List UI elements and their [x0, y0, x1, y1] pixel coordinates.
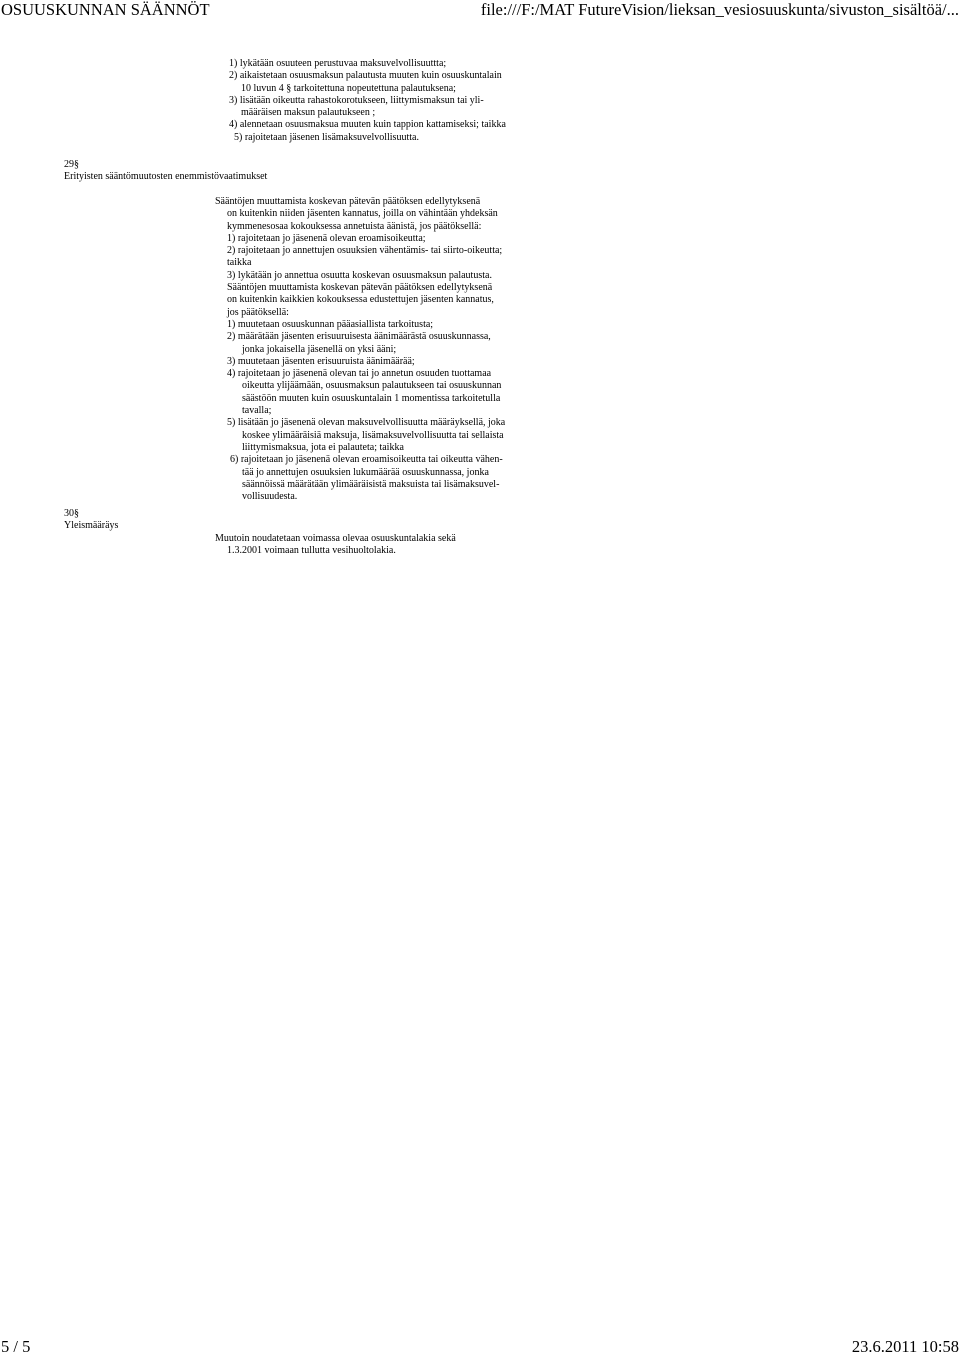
- text-line: 4) alennetaan osuusmaksua muuten kuin tappion kattamiseksi; taikka: [229, 119, 506, 131]
- text-line: 1) lykätään osuuteen perustuvaa maksuvelvollisuuttta;: [229, 58, 447, 69]
- text-line: Sääntöjen muuttamista koskevan pätevän päätöksen edellytyksenä: [227, 282, 493, 294]
- section-29-body: [215, 196, 505, 503]
- text-line: Muutoin noudatetaan voimassa olevaa osuuskuntalakia sekä: [215, 533, 456, 544]
- text-line: 6) rajoitetaan jo jäsenenä olevan eroamisoikeutta tai oikeutta vähen-: [230, 454, 503, 466]
- section-number: 29§: [64, 159, 79, 170]
- text-line: 2) määrätään jäsenten erisuuruisesta äänimäärästä osuuskunnassa,: [227, 331, 491, 343]
- text-line: 3) lykätään jo annettua osuutta koskevan osuusmaksun palautusta.: [227, 269, 492, 281]
- section-title: Yleismääräys: [64, 520, 119, 532]
- text-line: kymmenesosaa kokouksessa annetuista äänistä, jos päätöksellä:: [227, 220, 482, 232]
- section-30-body: [215, 533, 456, 558]
- text-line: 1) rajoitetaan jo jäsenenä olevan eroamisoikeutta;: [227, 232, 426, 244]
- section-title: Erityisten sääntömuutosten enemmistövaatimukset: [64, 171, 268, 183]
- text-line: 5) lisätään jo jäsenenä olevan maksuvelvollisuutta määräyksellä, joka: [227, 417, 506, 429]
- section-30-heading: [64, 508, 118, 533]
- text-line: 2) aikaistetaan osuusmaksun palautusta muuten kuin osuuskuntalain: [229, 70, 502, 82]
- page-number: 5 / 5: [1, 1337, 31, 1356]
- text-line: oikeutta ylijäämään, osuusmaksun palautukseen tai osuuskunnan: [242, 380, 502, 392]
- text-line: vollisuudesta.: [242, 491, 298, 503]
- section-29-heading: [64, 159, 267, 184]
- text-line: 5) rajoitetaan jäsenen lisämaksuvelvollisuutta.: [234, 131, 419, 143]
- text-line: taikka: [227, 257, 252, 269]
- print-datetime: 23.6.2011 10:58: [851, 1337, 959, 1356]
- text-line: tavalla;: [242, 405, 272, 417]
- text-line: 1.3.2001 voimaan tullutta vesihuoltolakia.: [227, 545, 396, 557]
- print-header-path: file:///F:/MAT FutureVision/lieksan_vesiosuuskunta/sivuston_sisältöä/...: [480, 0, 959, 19]
- section-28-continuation: [229, 58, 506, 144]
- text-line: liittymismaksua, jota ei palauteta; taikka: [242, 441, 404, 453]
- text-line: määräisen maksun palautukseen ;: [241, 107, 376, 119]
- text-line: 4) rajoitetaan jo jäsenenä olevan tai jo annetun osuuden tuottamaa: [227, 368, 492, 380]
- text-line: tää jo annettujen osuuksien lukumäärää osuuskunnassa, jonka: [242, 466, 489, 478]
- text-line: jonka jokaisella jäsenellä on yksi ääni;: [242, 343, 397, 355]
- text-line: 2) rajoitetaan jo annettujen osuuksien vähentämis- tai siirto-oikeutta;: [227, 245, 503, 257]
- text-line: jos päätöksellä:: [227, 306, 289, 318]
- print-header-title: OSUUSKUNNAN SÄÄNNÖT: [1, 0, 210, 19]
- text-line: 1) muutetaan osuuskunnan pääasiallista tarkoitusta;: [227, 318, 434, 330]
- text-line: 3) lisätään oikeutta rahastokorotukseen, liittymismaksun tai yli-: [229, 94, 484, 106]
- section-number: 30§: [64, 508, 79, 519]
- text-line: 10 luvun 4 § tarkoitettuna nopeutettuna palautuksena;: [241, 82, 456, 94]
- text-line: on kuitenkin kaikkien kokouksessa edustettujen jäsenten kannatus,: [227, 294, 494, 306]
- text-line: on kuitenkin niiden jäsenten kannatus, joilla on vähintään yhdeksän: [227, 208, 498, 220]
- text-line: 3) muutetaan jäsenten erisuuruista äänimäärää;: [227, 355, 415, 367]
- text-line: säästöön muuten kuin osuuskuntalain 1 momentissa tarkoitetulla: [242, 392, 501, 404]
- text-line: koskee ylimääräisiä maksuja, lisämaksuvelvollisuutta tai sellaista: [242, 429, 504, 441]
- text-line: säännöissä määrätään ylimääräisistä maksuista tai lisämaksuvel-: [242, 478, 500, 490]
- text-line: Sääntöjen muuttamista koskevan pätevän päätöksen edellytyksenä: [215, 196, 481, 207]
